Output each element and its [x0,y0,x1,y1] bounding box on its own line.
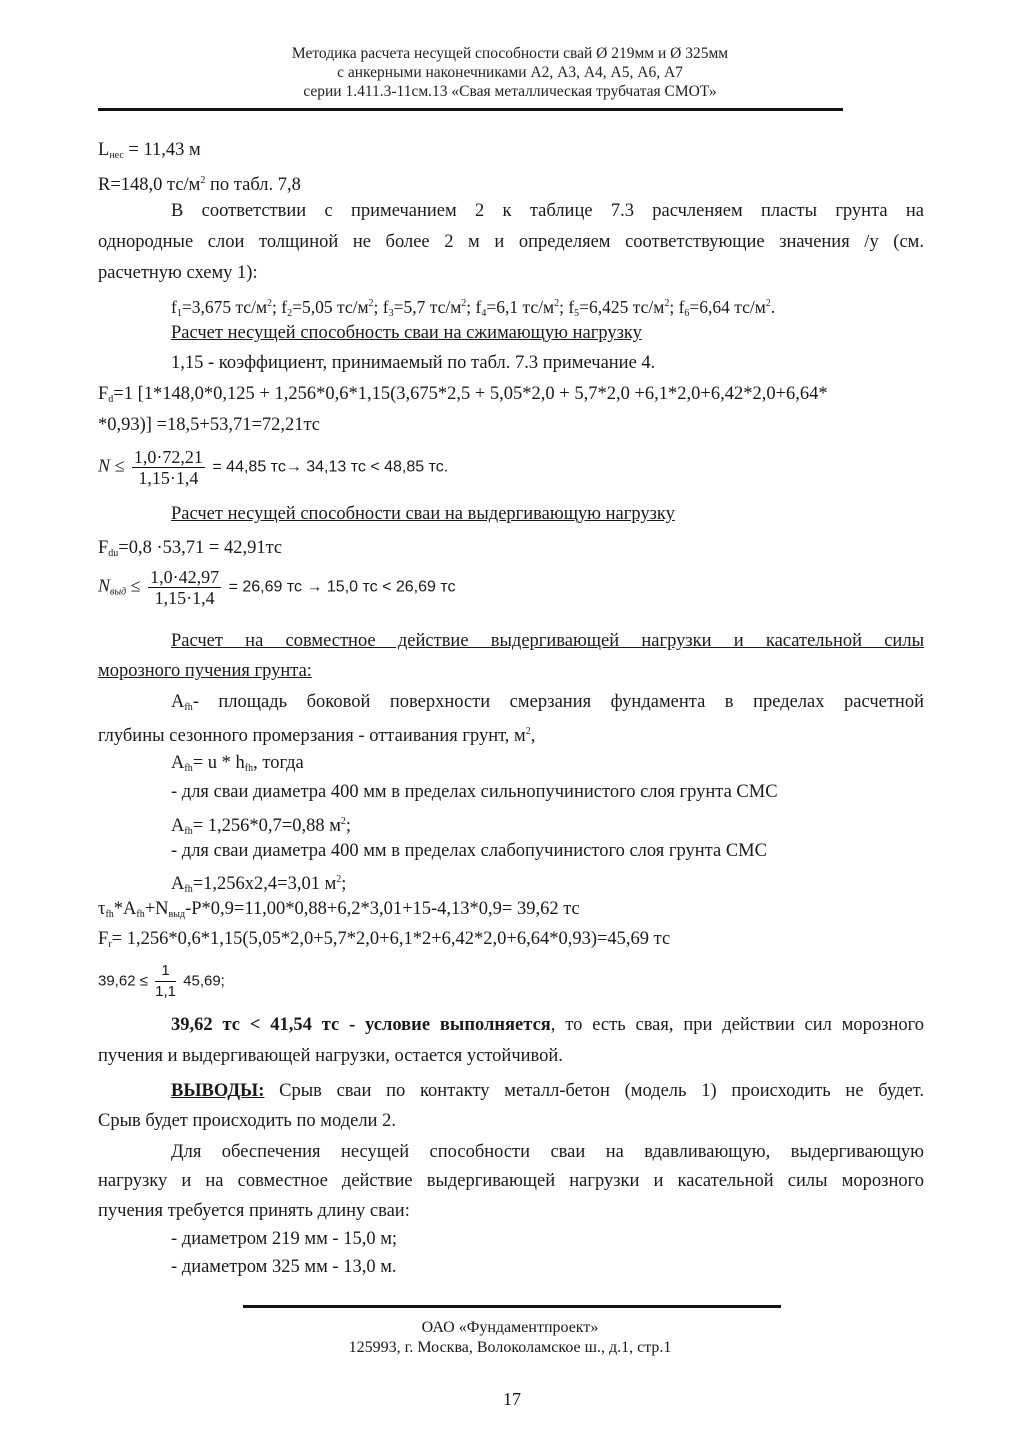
f-value-3: $f_3=5,7$ $тс/м^2$; [382,297,476,319]
header-line-2: с анкерными наконечниками А2, А3, А4, А5, А6, А7 [337,64,683,81]
final-para-line-2: нагрузку и на совместное действие выдергивающей нагрузки и касательной силы морозного [98,1171,924,1191]
f-value-6: $f_6=6,64$ $тс/м^2$. [678,297,776,319]
result-line-2: пучения и выдергивающей нагрузки, остается устойчивой. [98,1046,563,1066]
para1-line-2: однородные слои толщиной не более 2 м и определяем соответствующие значения /у (см. [98,232,924,252]
page-number: 17 [503,1389,521,1409]
length-219: - диаметром 219 мм - 15,0 м; [171,1229,398,1249]
r-line: R=148,0 $тс/м^2$ по табл. 7,8 [98,175,301,195]
conclusion-line-2: Срыв будет происходить по модели 2. [98,1111,396,1131]
f-value-2: $f_2=5,05$ $тс/м^2$; [281,297,383,319]
afh-def-line-2: глубины сезонного промерзания - оттаивания грунт, $м^2$, [98,726,536,746]
heading-pull: Расчет несущей способности сваи на выдергивающую нагрузку [171,504,675,524]
n-compress-fraction: $\frac{1,0\cdot 72,21}{1,15\cdot 1,4}$ [133,447,203,488]
footer-divider [243,1305,781,1308]
inequality-3: 39,62 ≤ $\frac{1}{1,1}$ 45,69; [98,962,225,1000]
tau-line: $\tau_{fh}*A_{fh}+N_{выд}-P*0,9=11,00*0,88+6,2*3,01+15-4,13*0,9= 39,62$ тс [98,899,580,920]
afh-formula: $A_{fh}= u * h_{fh}$, тогда [171,753,304,774]
coef-note: 1,15 - коэффициент, принимаемый по табл. 7.3 примечание 4. [171,353,656,373]
conclusion-label: ВЫВОДЫ: [171,1081,265,1101]
note-weak-heave: - для сваи диаметра 400 мм в пределах слабопучинистого слоя грунта СМС [171,841,767,861]
heading-combo-line-2: морозного пучения грунта: [98,661,312,681]
f-value-1: $f_1=3,675$ $тс/м^2$; [171,297,282,319]
length-325: - диаметром 325 мм - 13,0 м. [171,1257,397,1277]
afh-def-line-1: $A_{fh}-$ площадь боковой поверхности смерзания фундамента в пределах расчетной [171,692,924,713]
para1-line-3: расчетную схему 1): [98,263,258,283]
n-pull-fraction: $\frac{1,0\cdot 42,97}{1,15\cdot 1,4}$ [150,567,220,608]
heading-combo-line-1: Расчет на совместное действие выдергивающей нагрузки и касательной силы [171,631,924,651]
header-divider [98,108,843,111]
page-footer [260,1318,760,1358]
result-line-1: 39,62 тс < 41,54 тс - условие выполняется, то есть свая, при действии сил морозного [171,1015,924,1035]
note-strong-heave: - для сваи диаметра 400 мм в пределах сильнопучинистого слоя грунта СМС [171,782,778,802]
fdu-line: $F_{du}=0,8 \cdot 53,71 = 42,91тс$ [98,538,283,559]
n-pull-formula: $N_{выд}$ ≤ $\frac{1,0\cdot 42,97}{1,15\cdot 1,4}$ = 26,69 тс → 15,0 тс < 26,69 тс [98,567,456,608]
footer-address: 125993, г. Москва, Волоколамское ш., д.1, стр.1 [348,1339,672,1356]
header-line-1: Методика расчета несущей способности свай Ø 219мм и Ø 325мм [291,45,729,62]
inequality-3-fraction: $\frac{1}{1,1}$ [155,962,176,1000]
conclusion-line-1: ВЫВОДЫ: Срыв сваи по контакту металл-бетон (модель 1) происходить не будет. [171,1081,924,1101]
header-line-3: серии 1.411.3-11см.13 «Свая металлическая трубчатая СМОТ» [303,83,717,100]
fd-line-1: $F_d=1$ [1*148,0*0,125 + 1,256*0,6*1,15(3,675*2,5 + 5,05*2,0 + 5,7*2,0 +6,1*2,0+6,42*2,0+6,64* [98,384,828,405]
n-compress-formula: N ≤ $\frac{1,0\cdot 72,21}{1,15\cdot 1,4}$ = 44,85 тс→ 34,13 тс < 48,85 тс. [98,447,449,488]
para1-line-1: В соответствии с примечанием 2 к таблице 7.3 расчленяем пласты грунта на [171,201,924,221]
footer-org: ОАО «Фундаментпроект» [421,1319,599,1336]
l-nes-line: $L_{нес} = 11,43$ м [98,140,201,161]
fr-line: $F_r= 1,256*0,6*1,15(5,05*2,0+5,7*2,0+6,1*2+6,42*2,0+6,64*0,93)=45,69$ тс [98,929,671,950]
final-para-line-1: Для обеспечения несущей способности сваи на вдавливающую, выдергивающую [171,1142,924,1162]
f-values-line [171,293,775,325]
page-header [230,44,790,101]
afh-value-1: $A_{fh}= 1,256*0,7=0,88$ $м^2$; [171,816,352,837]
heading-compress: Расчет несущей способность сваи на сжимающую нагрузку [171,323,642,343]
f-value-4: $f_4=6,1$ $тс/м^2$; [475,297,569,319]
f-value-5: $f_5=6,425$ $тс/м^2$; [568,297,679,319]
final-para-line-3: пучения требуется принять длину сваи: [98,1201,410,1221]
fd-line-2: *0,93)] =18,5+53,71=72,21тс [98,415,321,435]
afh-value-2: $A_{fh}=1,256х2,4=3,01$ $м^2$; [171,874,347,895]
